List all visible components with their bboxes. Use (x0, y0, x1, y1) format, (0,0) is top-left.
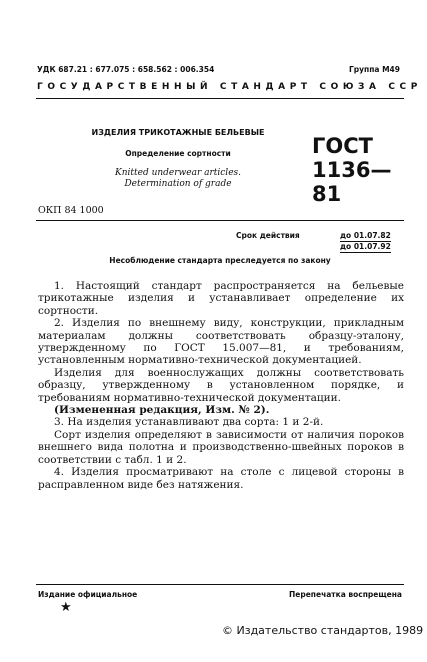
amendment-note: (Измененная редакция, Изм. № 2). (54, 404, 270, 417)
title-block (78, 128, 278, 190)
paragraph-1: 1. Настоящий стандарт распространяется на бельевые трикотажные изделия и устанавливает определение их сортности. (38, 280, 404, 317)
gost-label: ГОСТ (312, 134, 373, 158)
document-body (38, 280, 404, 491)
paragraph-6: 4. Изделия просматривают на столе с лицевой стороны в расправленном виде без натяжения. (38, 466, 404, 491)
validity-to: до 01.07.92 (340, 242, 391, 251)
paragraph-4: 3. На изделия устанавливают два сорта: 1 и 2-й. (54, 416, 324, 429)
group-code: Группа М49 (349, 65, 400, 74)
official-edition-label: Издание официальное (38, 590, 138, 599)
legal-warning: Несоблюдение стандарта преследуется по закону (109, 256, 331, 265)
top-divider (36, 98, 404, 99)
paragraph-3: Изделия для военнослужащих должны соответствовать образцу, утвержденному в установленном порядке, и требованиям нормативно-технической документации. (38, 366, 404, 404)
reprint-prohibited-label: Перепечатка воспрещена (288, 590, 402, 599)
okp-code: ОКП 84 1000 (38, 205, 104, 216)
paragraph-5: Сорт изделия определяют в зависимости от наличия пороков внешнего вида полотна и производственно-швейных пороков в соответствии с табл. 1 и 2. (38, 428, 404, 466)
bottom-divider (36, 584, 404, 585)
document-title: ИЗДЕЛИЯ ТРИКОТАЖНЫЕ БЕЛЬЕВЫЕ (91, 128, 265, 137)
gost-designation (312, 134, 402, 206)
validity-dates (340, 231, 391, 253)
middle-divider (36, 220, 404, 221)
validity-from: до 01.07.82 (340, 231, 391, 240)
udk-code: УДК 687.21 : 677.075 : 658.562 : 006.354 (37, 65, 215, 74)
copyright-notice: © Издательство стандартов, 1989 (222, 624, 424, 637)
document-subtitle: Определение сортности (125, 149, 231, 158)
state-standard-heading: ГОСУДАРСТВЕННЫЙ СТАНДАРТ СОЮЗА ССР (37, 82, 422, 92)
star-icon: ★ (60, 600, 72, 615)
english-title-line-1: Knitted underwear articles. (114, 168, 241, 178)
english-title-line-2: Determination of grade (124, 179, 232, 189)
gost-number: 1136—81 (312, 158, 392, 206)
validity-label: Срок действия (236, 231, 300, 240)
paragraph-2: 2. Изделия по внешнему виду, конструкции, прикладным материалам должны соответствовать образцу-эталону, утвержденному по ГОСТ 15.007—81, и требованиям, установленным нормативно-технической документацией. (38, 317, 404, 367)
